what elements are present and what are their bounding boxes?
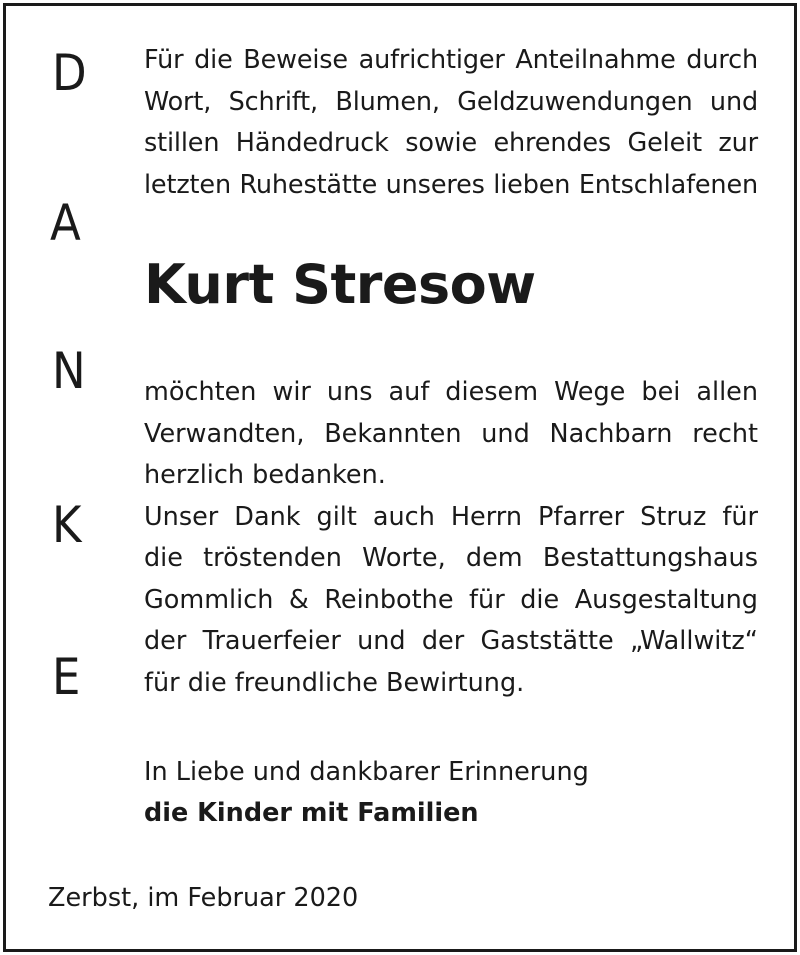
intro-line: stillen Händedruck sowie ehrendes Geleit zur	[144, 128, 758, 158]
body-line: der Trauerfeier und der Gaststätte „Wallwitz“	[144, 626, 758, 656]
side-letter-n: N	[52, 342, 86, 400]
side-letter-d: D	[52, 44, 87, 102]
intro-line: Wort, Schrift, Blumen, Geldzuwendungen und	[144, 86, 758, 117]
closing-line: In Liebe und dankbarer Erinnerung	[144, 757, 589, 787]
body-line: möchten wir uns auf diesem Wege bei allen	[144, 377, 758, 407]
body-line: die tröstenden Worte, dem Bestattungshaus	[144, 543, 758, 573]
intro-paragraph	[144, 40, 758, 206]
deceased-name: Kurt Stresow	[144, 253, 536, 316]
place-date: Zerbst, im Februar 2020	[48, 883, 359, 913]
intro-line: letzten Ruhestätte unseres lieben Entschlafenen	[144, 169, 758, 200]
closing-signature: die Kinder mit Familien	[144, 798, 479, 828]
body-line: Verwandten, Bekannten und Nachbarn recht	[144, 418, 758, 449]
side-letter-e: E	[52, 648, 81, 706]
side-letter-a: A	[50, 194, 81, 252]
intro-line: Für die Beweise aufrichtiger Anteilnahme durch	[144, 45, 758, 75]
obituary-notice	[3, 3, 797, 952]
body-paragraph	[144, 372, 758, 704]
body-line: Gommlich & Reinbothe für die Ausgestaltung	[144, 584, 758, 615]
body-line: Unser Dank gilt auch Herrn Pfarrer Struz für	[144, 501, 758, 532]
body-line: für die freundliche Bewirtung.	[144, 667, 525, 698]
side-letter-k: K	[52, 496, 82, 554]
body-line: herzlich bedanken.	[144, 460, 386, 490]
